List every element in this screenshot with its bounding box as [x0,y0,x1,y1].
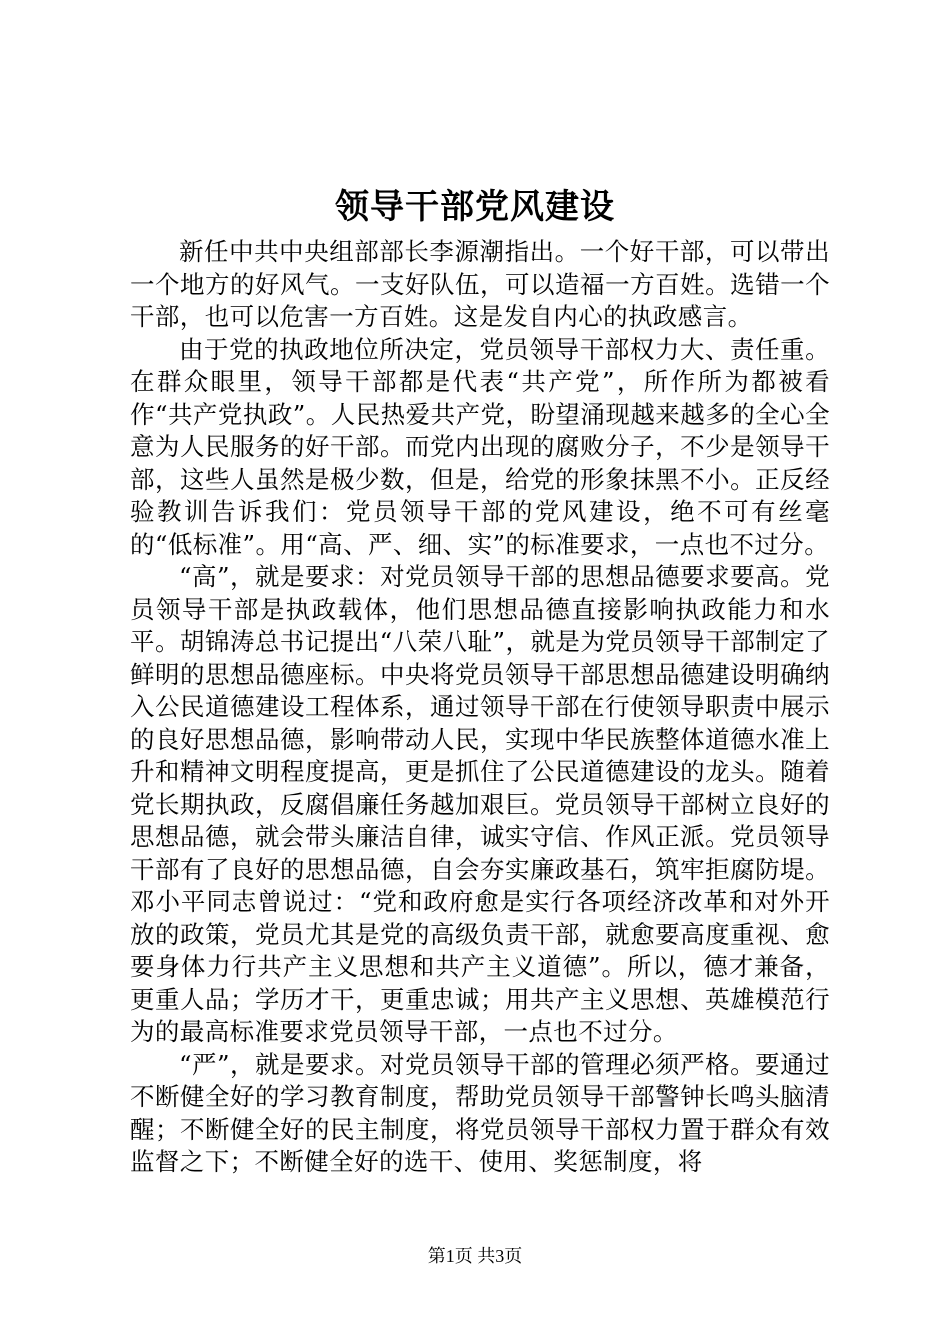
document-title: 领导干部党风建设 [335,187,615,227]
paragraph-2: 由于党的执政地位所决定，党员领导干部权力大、责任重。在群众眼里，领导干部都是代表“共产党”，所作所为都被看作“共产党执政”。人民热爱共产党，盼望涌现越来越多的全心全意为人民服务的好干部。而党内出现的腐败分子，不少是领导干部，这些人虽然是极少数，但是，给党的形象抹黑不小。正反经验教训告诉我们：党员领导干部的党风建设，绝不可有丝毫的“低标准”。用“高、严、细、实”的标准要求，一点也不过分。 [130,334,830,559]
paragraph-1: 新任中共中央组部部长李源潮指出。一个好干部，可以带出一个地方的好风气。一支好队伍，可以造福一方百姓。选错一个干部，也可以危害一方百姓。这是发自内心的执政感言。 [130,237,830,331]
paragraph-4: “严”，就是要求。对党员领导干部的管理必须严格。要通过不断健全好的学习教育制度，帮助党员领导干部警钟长鸣头脑清醒；不断健全好的民主制度，将党员领导干部权力置于群众有效监督之下；不断健全好的选干、使用、奖惩制度，将 [130,1049,830,1176]
page-number-footer: 第1页 共3页 [427,1246,523,1266]
document-body [130,236,830,1179]
paragraph-3: “高”，就是要求：对党员领导干部的思想品德要求要高。党员领导干部是执政载体，他们思想品德直接影响执政能力和水平。胡锦涛总书记提出“八荣八耻”，就是为党员领导干部制定了鲜明的思想品德座标。中央将党员领导干部思想品德建设明确纳入公民道德建设工程体系，通过领导干部在行使领导职责中展示的良好思想品德，影响带动人民，实现中华民族整体道德水准上升和精神文明程度提高，更是抓住了公民道德建设的龙头。随着党长期执政，反腐倡廉任务越加艰巨。党员领导干部树立良好的思想品德，就会带头廉洁自律，诚实守信、作风正派。党员领导干部有了良好的思想品德，自会夯实廉政基石，筑牢拒腐防堤。邓小平同志曾说过：“党和政府愈是实行各项经济改革和对外开放的政策，党员尤其是党的高级负责干部，就愈要高度重视、愈要身体力行共产主义思想和共产主义道德”。所以，德才兼备，更重人品；学历才干，更重忠诚；用共产主义思想、英雄模范行为的最高标准要求党员领导干部，一点也不过分。 [130,562,830,1046]
